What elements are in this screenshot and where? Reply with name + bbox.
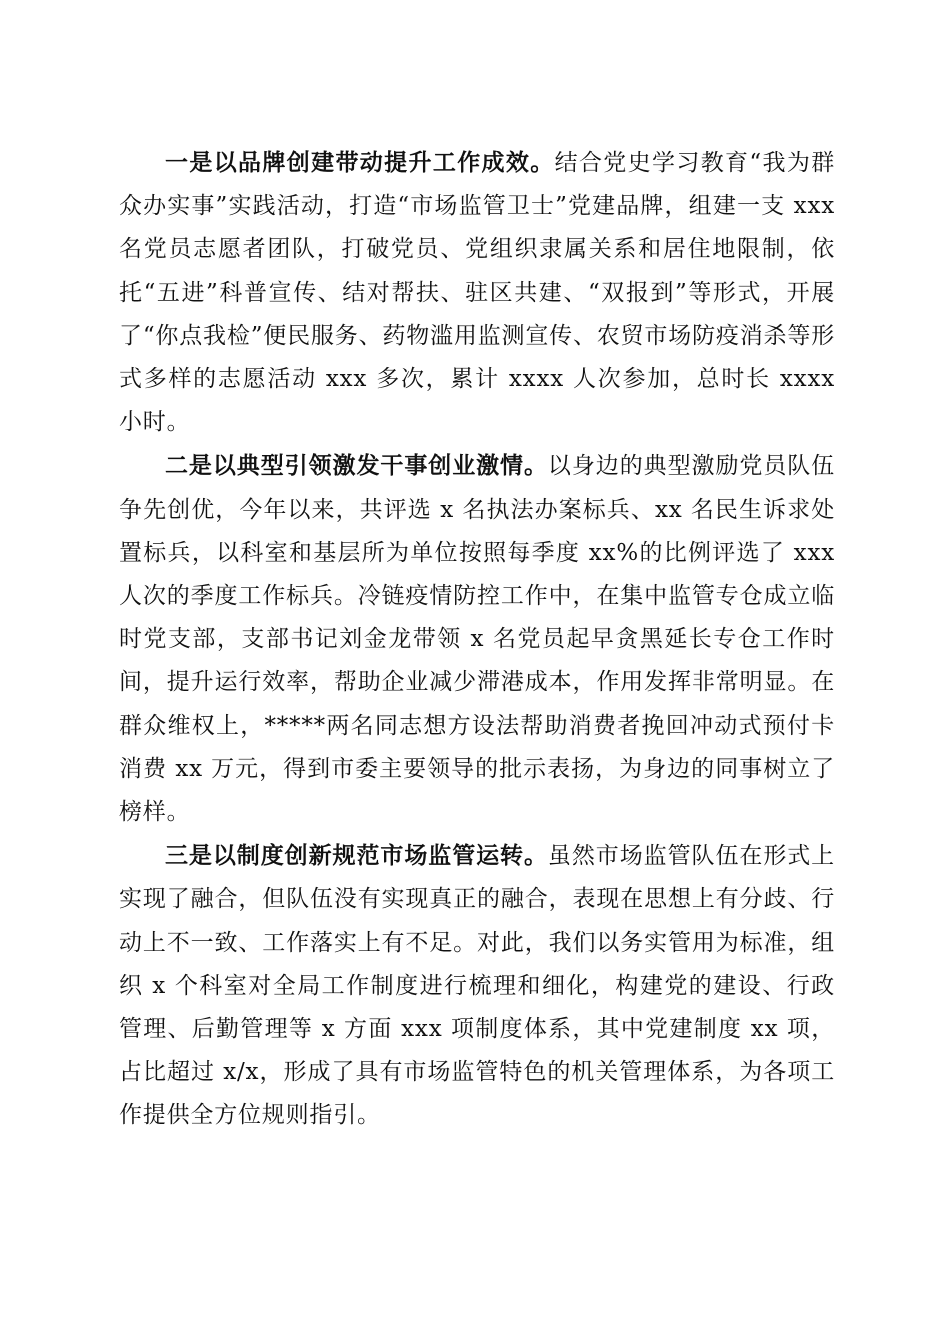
document-page — [119, 141, 835, 1138]
paragraph-lead: 三是以制度创新规范市场监管运转。 — [165, 842, 548, 870]
paragraph-brand-building — [119, 141, 835, 444]
paragraph-lead: 二是以典型引领激发干事创业激情。 — [165, 452, 548, 480]
paragraph-body: 以身边的典型激励党员队伍争先创优，今年以来，共评选 x 名执法办案标兵、xx 名民生诉求处置标兵，以科室和基层所为单位按照每季度 xx%的比例评选了 xxx 人次的季度工作标兵。冷链疫情防控工作中，在集中监管专仓成立临时党支部，支部书记刘金龙带领 x 名党员起早贪黑延长专仓工作时间，提升运行效率，帮助企业减少滞港成本，作用发挥非常明显。在群众维权上，*****两名同志想方设法帮助消费者挽回冲动式预付卡消费 xx 万元，得到市委主要领导的批示表扬，为身边的同事树立了榜样。 — [119, 453, 835, 826]
paragraph-role-models — [119, 444, 835, 834]
paragraph-body: 虽然市场监管队伍在形式上实现了融合，但队伍没有实现真正的融合，表现在思想上有分歧、行动上不一致、工作落实上有不足。对此，我们以务实管用为标准，组织 x 个科室对全局工作制度进行梳理和细化，构建党的建设、行政管理、后勤管理等 x 方面 xxx 项制度体系，其中党建制度 xx 项，占比超过 x/x，形成了具有市场监管特色的机关管理体系，为各项工作提供全方位规则指引。 — [119, 843, 835, 1129]
paragraph-lead: 一是以品牌创建带动提升工作成效。 — [165, 149, 555, 176]
paragraph-institutional-innovation — [119, 834, 835, 1137]
paragraph-body: 结合党史学习教育“我为群众办实事”实践活动，打造“市场监管卫士”党建品牌，组建一支 xxx 名党员志愿者团队，打破党员、党组织隶属关系和居住地限制，依托“五进”科普宣传、结对帮扶、驻区共建、“双报到”等形式，开展了“你点我检”便民服务、药物滥用监测宣传、农贸市场防疫消杀等形式多样的志愿活动 xxx 多次，累计 xxxx 人次参加，总时长 xxxx 小时。 — [119, 150, 835, 436]
